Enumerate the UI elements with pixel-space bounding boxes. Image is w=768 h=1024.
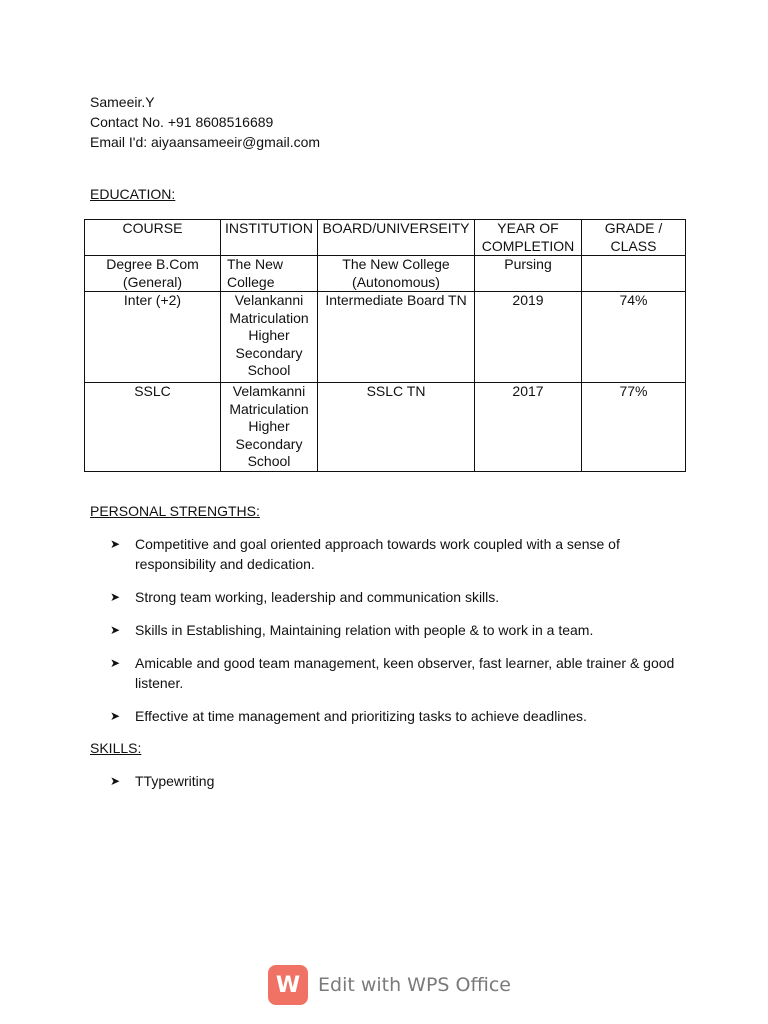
candidate-name: Sameeir.Y — [90, 94, 155, 110]
list-item — [110, 587, 680, 607]
table-row — [85, 256, 686, 292]
list-item — [110, 771, 680, 791]
list-item — [110, 620, 680, 640]
skills-list — [110, 771, 680, 804]
list-item — [110, 534, 680, 574]
list-item-text: Strong team working, leadership and communication skills. — [135, 589, 500, 605]
cell-institution: Velankanni Matriculation Higher Secondary School — [221, 292, 318, 383]
arrow-bullet-icon: ➤ — [110, 656, 121, 670]
cell-year: 2019 — [475, 292, 582, 383]
list-item-text: Competitive and goal oriented approach towards work coupled with a sense of responsibility and dedication. — [135, 536, 620, 572]
cell-grade: 74% — [582, 292, 686, 383]
edit-with-wps-button[interactable] — [268, 965, 511, 1005]
wps-label: Edit with WPS Office — [318, 974, 511, 996]
contact-number: Contact No. +91 8608516689 — [90, 114, 274, 130]
cell-year: 2017 — [475, 383, 582, 472]
cell-board: The New College (Autonomous) — [318, 256, 475, 292]
cell-year: Pursing — [475, 256, 582, 292]
list-item-text: Skills in Establishing, Maintaining relation with people & to work in a team. — [135, 622, 594, 638]
list-item-text: Effective at time management and prioritizing tasks to achieve deadlines. — [135, 708, 587, 724]
cell-grade — [582, 256, 686, 292]
contact-header — [90, 92, 320, 152]
education-title: EDUCATION: — [90, 186, 176, 202]
cell-course: Degree B.Com (General) — [85, 256, 221, 292]
cell-institution: Velamkanni Matriculation Higher Secondary School — [221, 383, 318, 472]
arrow-bullet-icon: ➤ — [110, 537, 121, 551]
cell-course: SSLC — [85, 383, 221, 472]
wps-logo-icon: W — [268, 965, 308, 1005]
email-address: Email I'd: aiyaansameeir@gmail.com — [90, 134, 321, 150]
column-header-course: COURSE — [85, 220, 221, 256]
arrow-bullet-icon: ➤ — [110, 709, 121, 723]
table-row — [85, 292, 686, 383]
list-item — [110, 653, 680, 693]
column-header-grade: GRADE / CLASS — [582, 220, 686, 256]
cell-grade: 77% — [582, 383, 686, 472]
list-item — [110, 706, 680, 726]
column-header-year: YEAR OF COMPLETION — [475, 220, 582, 256]
cell-board: Intermediate Board TN — [318, 292, 475, 383]
table-row — [85, 383, 686, 472]
skills-title: SKILLS: — [90, 740, 142, 756]
arrow-bullet-icon: ➤ — [110, 590, 121, 604]
cell-board: SSLC TN — [318, 383, 475, 472]
cell-course: Inter (+2) — [85, 292, 221, 383]
strengths-list — [110, 534, 680, 739]
column-header-board: BOARD/UNIVERSEITY — [318, 220, 475, 256]
education-table — [84, 219, 686, 472]
list-item-text: TTypewriting — [135, 773, 215, 789]
strengths-title: PERSONAL STRENGTHS: — [90, 503, 260, 519]
arrow-bullet-icon: ➤ — [110, 774, 121, 788]
column-header-institution: INSTITUTION — [221, 220, 318, 256]
cell-institution: The New College — [221, 256, 318, 292]
arrow-bullet-icon: ➤ — [110, 623, 121, 637]
list-item-text: Amicable and good team management, keen observer, fast learner, able trainer & good listener. — [135, 655, 675, 691]
table-header-row — [85, 220, 686, 256]
